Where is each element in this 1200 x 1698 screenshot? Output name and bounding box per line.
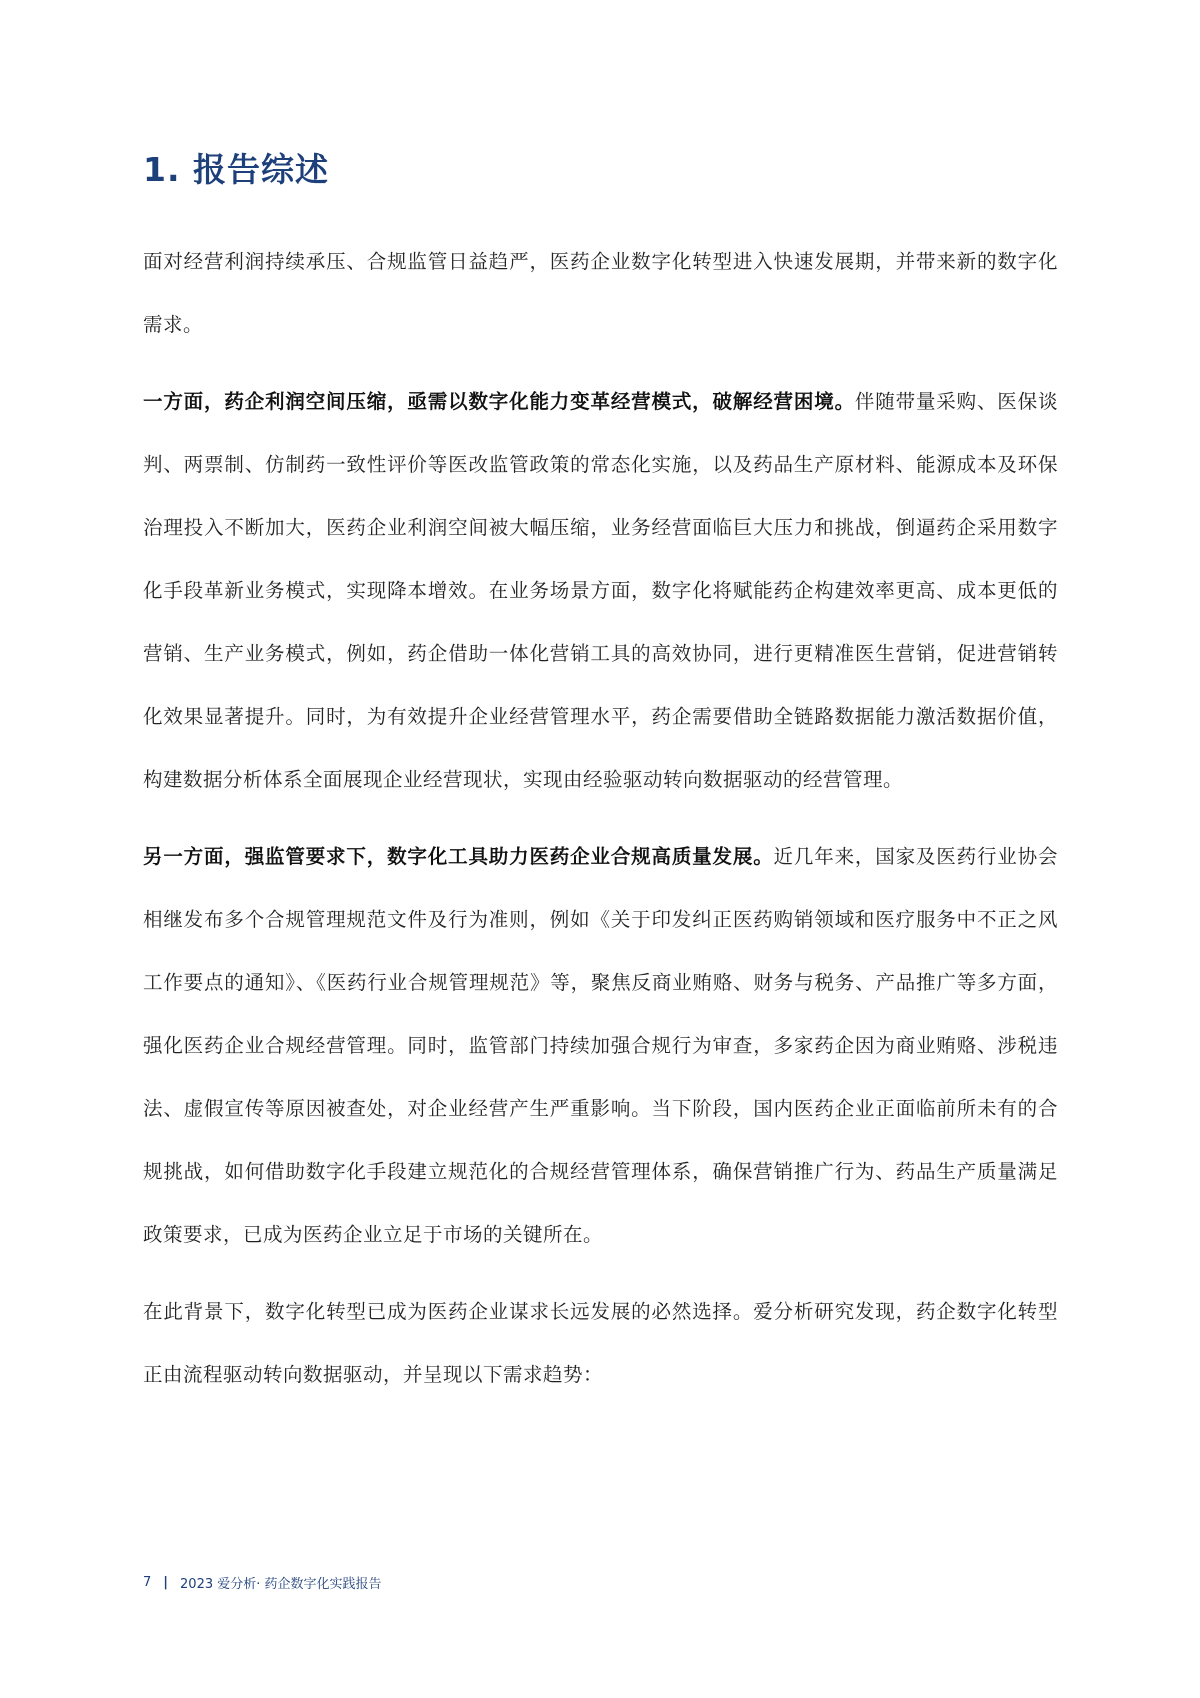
footer-separator: | — [163, 1575, 169, 1590]
page-number: 7 — [143, 1575, 152, 1590]
paragraph-compliance — [143, 825, 1058, 1266]
paragraph-text: 近几年来，国家及医药行业协会相继发布多个合规管理规范文件及行为准则，例如《关于印发纠正医药购销领域和医疗服务中不正之风工作要点的通知》、《医药行业合规管理规范》等，聚焦反商业贿赂、财务与税务、产品推广等多方面，强化医药企业合规经营管理。同时，监管部门持续加强合规行为审查，多家药企因为商业贿赂、涉税违法、虚假宣传等原因被查处，对企业经营产生严重影响。当下阶段，国内医药企业正面临前所未有的合规挑战，如何借助数字化手段建立规范化的合规经营管理体系，确保营销推广行为、药品生产质量满足政策要求，已成为医药企业立足于市场的关键所在。 — [143, 845, 1058, 1246]
paragraph-text: 伴随带量采购、医保谈判、两票制、仿制药一致性评价等医改监管政策的常态化实施，以及药品生产原材料、能源成本及环保治理投入不断加大，医药企业利润空间被大幅压缩，业务经营面临巨大压力和挑战，倒逼药企采用数字化手段革新业务模式，实现降本增效。在业务场景方面，数字化将赋能药企构建效率更高、成本更低的营销、生产业务模式，例如，药企借助一体化营销工具的高效协同，进行更精准医生营销，促进营销转化效果显著提升。同时，为有效提升企业经营管理水平，药企需要借助全链路数据能力激活数据价值，构建数据分析体系全面展现企业经营现状，实现由经验驱动转向数据驱动的经营管理。 — [143, 390, 1058, 791]
section-title: 1. 报告综述 — [143, 150, 329, 189]
paragraph-profit-pressure — [143, 370, 1058, 811]
paragraph-text: 在此背景下，数字化转型已成为医药企业谋求长远发展的必然选择。爱分析研究发现，药企数字化转型正由流程驱动转向数据驱动，并呈现以下需求趋势： — [143, 1300, 1058, 1386]
report-name: 2023 爱分析· 药企数字化实践报告 — [180, 1577, 382, 1592]
paragraph-conclusion — [143, 1280, 1058, 1406]
body-content — [143, 230, 1058, 1420]
page-footer — [143, 1573, 382, 1592]
paragraph-intro — [143, 230, 1058, 356]
paragraph-lead: 另一方面，强监管要求下，数字化工具助力医药企业合规高质量发展。 — [143, 845, 774, 868]
paragraph-lead: 一方面，药企利润空间压缩，亟需以数字化能力变革经营模式，破解经营困境。 — [143, 390, 855, 413]
paragraph-text: 面对经营利润持续承压、合规监管日益趋严，医药企业数字化转型进入快速发展期，并带来新的数字化需求。 — [143, 250, 1058, 336]
